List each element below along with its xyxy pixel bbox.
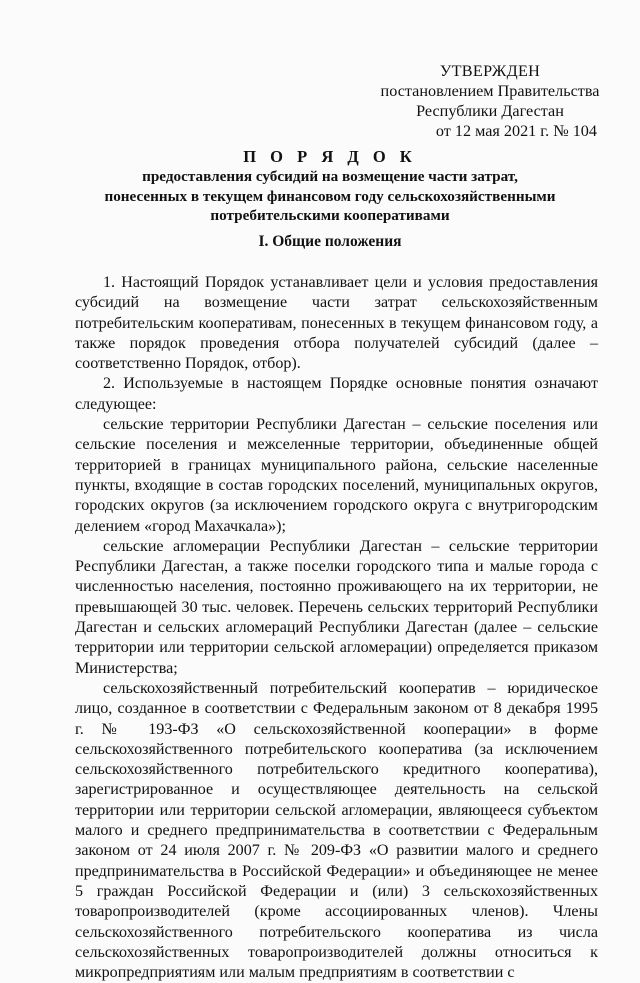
title-line-2: понесенных в текущем финансовом году сельскохозяйственными xyxy=(104,187,556,205)
document-body xyxy=(75,273,598,983)
document-title xyxy=(60,146,600,226)
approval-line-2: Республики Дагестан xyxy=(416,102,564,120)
approval-stamp xyxy=(380,61,600,141)
paragraph-3: сельские территории Республики Дагестан – сельские поселения или сельские поселения и межселенные территории, объединенные общей территорией в границах муниципального района, сельские населенные пункты, входящие в состав городских поселений, муниципальных округов, городских округов (за исключением городского округа с внутригородским делением «город Махачкала»); xyxy=(75,416,598,535)
paragraph-2: 2. Используемые в настоящем Порядке основные понятия означают следующее: xyxy=(75,375,598,413)
approval-line-1: постановлением Правительства xyxy=(380,82,600,100)
section-title: I. Общие положения xyxy=(258,233,402,250)
paragraph-1: 1. Настоящий Порядок устанавливает цели и условия предоставления субсидий на возмещение части затрат сельскохозяйственным потребительским кооперативам, понесенных в текущем финансовом году, а также порядок проведения отбора получателей субсидий (далее – соответственно Порядок, отбор). xyxy=(75,274,598,373)
paragraph-4: сельские агломерации Республики Дагестан – сельские территории Республики Дагестан, а также поселки городского типа и малые города с численностью населения, постоянно проживающего на их территории, не превышающей 30 тыс. человек. Перечень сельских территорий Республики Дагестан и сельских агломераций Республики Дагестан (далее – сельские территории или территории сельской агломерации) определяется приказом Министерства; xyxy=(75,537,598,677)
approval-date: от 12 мая 2021 г. № 104 xyxy=(435,122,597,140)
title-line-3: потребительскими кооперативами xyxy=(210,207,450,224)
approved-label: УТВЕРЖДЕН xyxy=(439,62,541,80)
title-line-1: предоставления субсидий на возмещение части затрат, xyxy=(142,168,518,185)
paragraph-5: сельскохозяйственный потребительский кооператив – юридическое лицо, созданное в соответствии с Федеральным законом от 8 декабря 1995 г. № 193-ФЗ «О сельскохозяйственной кооперации» в форме сельскохозяйственного потребительского кооператива (за исключением сельскохозяйственного потребительского кредитного кооператива), зарегистрированное и осуществляющее деятельность на сельской территории или территории сельской агломерации, являющееся субъектом малого и среднего предпринимательства в соответствии с Федеральным законом от 24 июля 2007 г. № 209-ФЗ «О развитии малого и среднего предпринимательства в Российской Федерации» и объединяющее не менее 5 граждан Российской Федерации и (или) 3 сельскохозяйственных товаропроизводителей (кроме ассоциированных членов). Члены сельскохозяйственного потребительского кооператива из числа сельскохозяйственных товаропроизводителей должны относиться к микропредприятиям или малым предприятиям в соответствии с xyxy=(75,679,598,982)
title-heading: П О Р Я Д О К xyxy=(243,147,417,166)
